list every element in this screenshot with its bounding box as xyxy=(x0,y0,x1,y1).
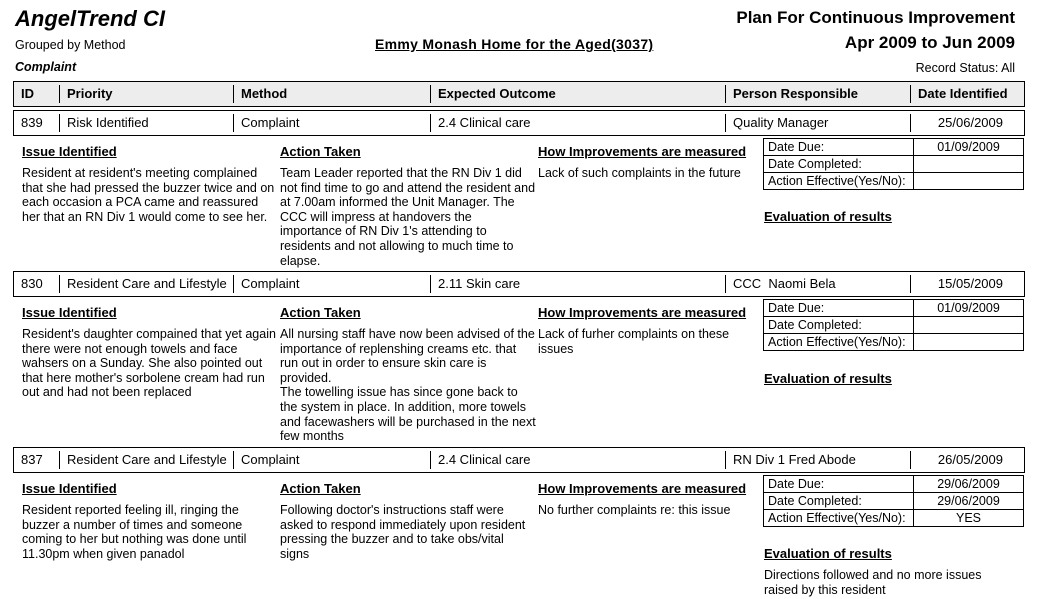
report-title: Plan For Continuous Improvement xyxy=(736,8,1015,27)
app-logo: AngelTrend CI xyxy=(15,6,165,31)
date-completed-value xyxy=(914,317,1024,334)
grouped-by-label: Grouped by Method xyxy=(15,38,126,52)
status-table xyxy=(763,299,1024,351)
record-method: Complaint xyxy=(241,452,300,467)
measure-text: No further complaints re: this issue xyxy=(538,503,731,517)
action-heading: Action Taken xyxy=(280,481,361,496)
record-row xyxy=(13,110,1025,136)
action-text: All nursing staff have now been advised of the importance of replenshing creams etc. that run out in order to ensure skin care is provided. The towelling issue has since gone back to the system in place. In addition, more towels and facewashers will be purchased in the next few months xyxy=(280,327,536,444)
evaluation-heading: Evaluation of results xyxy=(764,209,892,224)
evaluation-text: Directions followed and no more issues raised by this resident xyxy=(764,568,982,597)
date-completed-label: Date Completed: xyxy=(764,493,914,510)
date-due-label: Date Due: xyxy=(764,300,914,317)
action-heading: Action Taken xyxy=(280,144,361,159)
issue-text: Resident's daughter compained that yet again there were not enough towels and face wahsers on a Sunday. She also pointed out that here mother's sorbolene cream had run out and had not been replaced xyxy=(22,327,276,400)
issue-text: Resident at resident's meeting complained that she had pressed the buzzer twice and on each occasion a PCA came and reassured her that an RN Div 1 would come to see her. xyxy=(22,166,275,224)
measure-heading: How Improvements are measured xyxy=(538,144,747,159)
action-effective-label: Action Effective(Yes/No): xyxy=(764,334,914,351)
status-table xyxy=(763,138,1024,190)
issue-heading: Issue Identified xyxy=(22,481,117,496)
action-effective-value: YES xyxy=(914,510,1024,527)
record-person: CCC Naomi Bela xyxy=(733,276,836,291)
record-person: RN Div 1 Fred Abode xyxy=(733,452,856,467)
col-person: Person Responsible xyxy=(733,86,858,101)
report-period: Apr 2009 to Jun 2009 xyxy=(844,33,1015,52)
record-row xyxy=(13,447,1025,473)
record-date-identified: 25/06/2009 xyxy=(937,115,1003,130)
record-row xyxy=(13,271,1025,297)
date-due-value: 01/09/2009 xyxy=(914,139,1024,156)
date-due-label: Date Due: xyxy=(764,139,914,156)
record-method: Complaint xyxy=(241,115,300,130)
action-effective-label: Action Effective(Yes/No): xyxy=(764,510,914,527)
record-id: 837 xyxy=(21,452,43,467)
evaluation-heading: Evaluation of results xyxy=(764,371,892,386)
date-due-value: 29/06/2009 xyxy=(914,476,1024,493)
date-due-value: 01/09/2009 xyxy=(914,300,1024,317)
measure-text: Lack of furher complaints on these issues xyxy=(538,327,730,356)
column-header-bar xyxy=(13,81,1025,107)
date-completed-label: Date Completed: xyxy=(764,317,914,334)
record-date-identified: 26/05/2009 xyxy=(937,452,1003,467)
record-outcome: 2.4 Clinical care xyxy=(438,452,531,467)
action-effective-label: Action Effective(Yes/No): xyxy=(764,173,914,190)
date-completed-value: 29/06/2009 xyxy=(914,493,1024,510)
record-person: Quality Manager xyxy=(733,115,829,130)
col-id: ID xyxy=(21,86,34,101)
issue-text: Resident reported feeling ill, ringing the buzzer a number of times and someone coming to her but nothing was done until 11.30pm when given panadol xyxy=(22,503,247,561)
col-method: Method xyxy=(241,86,288,101)
record-outcome: 2.4 Clinical care xyxy=(438,115,531,130)
record-priority: Resident Care and Lifestyle xyxy=(67,276,227,291)
date-completed-value xyxy=(914,156,1024,173)
status-table xyxy=(763,475,1024,527)
measure-text: Lack of such complaints in the future xyxy=(538,166,741,180)
action-effective-value xyxy=(914,173,1024,190)
issue-heading: Issue Identified xyxy=(22,144,117,159)
measure-heading: How Improvements are measured xyxy=(538,305,747,320)
action-text: Team Leader reported that the RN Div 1 did not find time to go and attend the resident and at 7.00am informed the Unit Manager. The CCC will impress at handovers the importance of RN Div 1's attending to residents and not allowing to much time to elapse. xyxy=(280,166,536,268)
facility-name: Emmy Monash Home for the Aged(3037) xyxy=(375,36,654,52)
date-due-label: Date Due: xyxy=(764,476,914,493)
record-id: 839 xyxy=(21,115,43,130)
col-outcome: Expected Outcome xyxy=(438,86,556,101)
record-method: Complaint xyxy=(241,276,300,291)
record-priority: Risk Identified xyxy=(67,115,149,130)
date-completed-label: Date Completed: xyxy=(764,156,914,173)
issue-heading: Issue Identified xyxy=(22,305,117,320)
col-date-identified: Date Identified xyxy=(918,86,1008,101)
record-id: 830 xyxy=(21,276,43,291)
evaluation-heading: Evaluation of results xyxy=(764,546,892,561)
col-priority: Priority xyxy=(67,86,113,101)
measure-heading: How Improvements are measured xyxy=(538,481,747,496)
category-heading: Complaint xyxy=(15,60,77,74)
action-text: Following doctor's instructions staff were asked to respond immediately upon resident pressing the buzzer and to take obs/vital signs xyxy=(280,503,526,561)
record-priority: Resident Care and Lifestyle xyxy=(67,452,227,467)
record-date-identified: 15/05/2009 xyxy=(937,276,1003,291)
action-effective-value xyxy=(914,334,1024,351)
action-heading: Action Taken xyxy=(280,305,361,320)
record-status: Record Status: All xyxy=(915,61,1015,75)
record-outcome: 2.11 Skin care xyxy=(438,276,521,291)
